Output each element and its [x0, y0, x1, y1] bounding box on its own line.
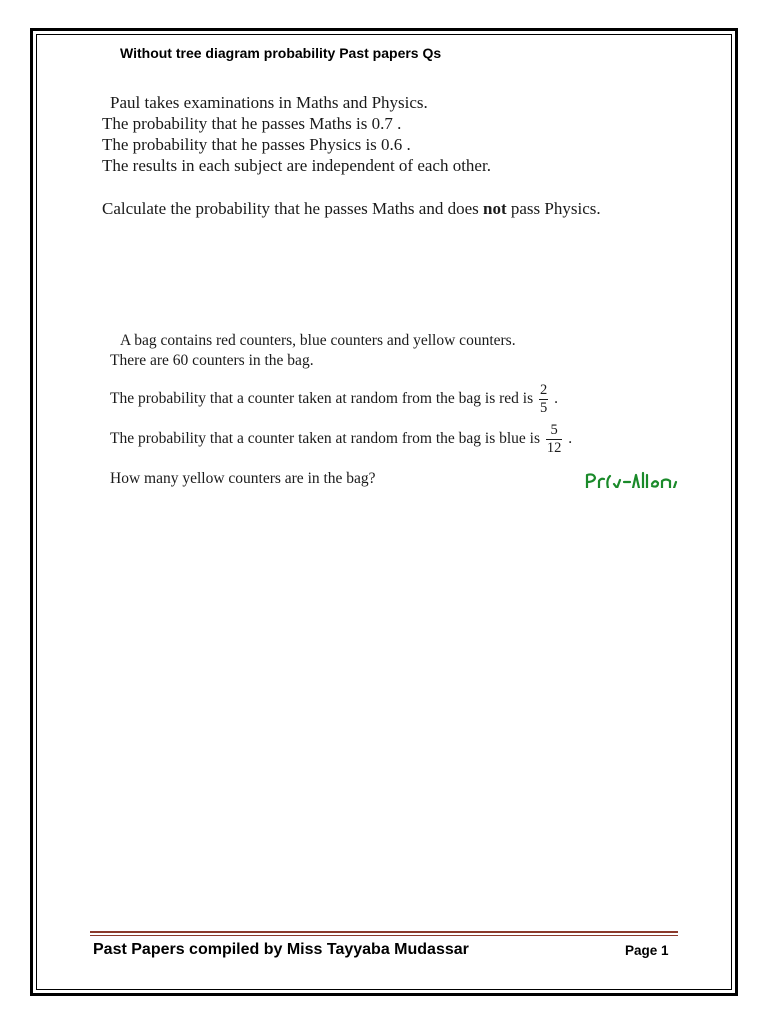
- q2-line-1: A bag contains red counters, blue counters and yellow counters.: [120, 332, 516, 349]
- red-numerator: 2: [539, 382, 548, 398]
- handwritten-annotation: [584, 470, 680, 488]
- footer-credit: Past Papers compiled by Miss Tayyaba Mudassar: [93, 941, 469, 958]
- q1-line-2: The probability that he passes Maths is 0.7 .: [102, 114, 402, 133]
- q2-line-2: There are 60 counters in the bag.: [110, 352, 314, 369]
- blue-numerator: 5: [550, 422, 558, 438]
- footer-rule-thin: [90, 935, 678, 936]
- page-title: Without tree diagram probability Past papers Qs: [120, 45, 442, 61]
- q2-red-text: The probability that a counter taken at random from the bag is red is: [110, 390, 534, 408]
- q1-task-emphasis: not: [483, 199, 507, 218]
- q1-line-4: The results in each subject are independent of each other.: [102, 156, 491, 175]
- q2-red-probability: [110, 383, 558, 416]
- q2-blue-probability: [110, 423, 572, 456]
- q2-blue-text: The probability that a counter taken at random from the bag is blue is: [110, 430, 540, 448]
- blue-denominator: 12: [546, 440, 562, 456]
- red-fraction: [539, 383, 548, 416]
- blue-fraction: [546, 423, 563, 456]
- page-number: Page 1: [625, 943, 669, 958]
- red-denominator: 5: [539, 400, 548, 416]
- q1-task-end: pass Physics.: [506, 199, 601, 218]
- q1-task-start: Calculate the probability that he passes Maths and does: [102, 199, 483, 218]
- page-border-inner: [36, 34, 732, 990]
- q1-task: [102, 198, 601, 219]
- q1-line-1: Paul takes examinations in Maths and Physics.: [110, 93, 428, 112]
- q2-blue-end: .: [568, 430, 573, 448]
- q2-red-end: .: [554, 390, 558, 408]
- q1-line-3: The probability that he passes Physics is 0.6 .: [102, 135, 411, 154]
- footer-rule: [90, 931, 678, 933]
- q2-question: How many yellow counters are in the bag?: [110, 470, 376, 487]
